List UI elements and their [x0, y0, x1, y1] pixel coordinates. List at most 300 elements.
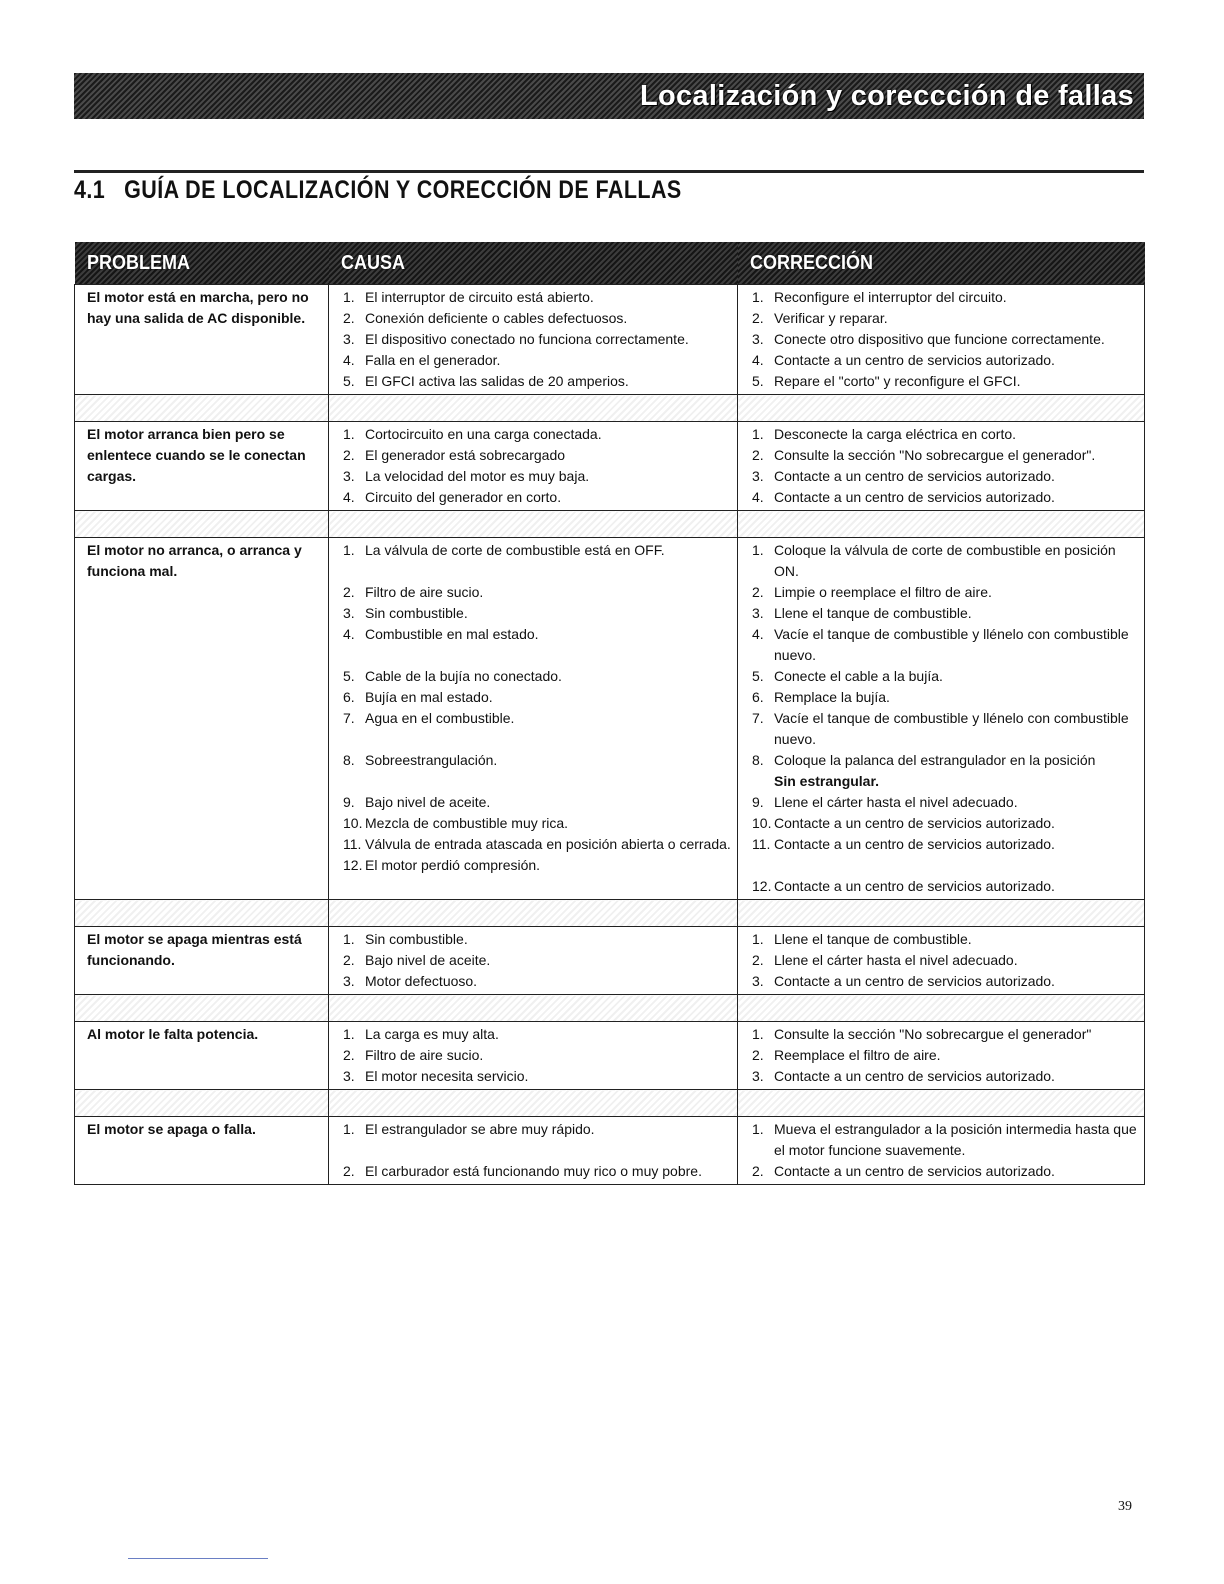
list-item — [343, 834, 733, 855]
header-cause: CAUSA — [329, 242, 738, 285]
list-item — [343, 487, 733, 508]
spacer-cell — [75, 395, 329, 422]
item-text — [774, 687, 1140, 708]
item-number: 1. — [343, 1026, 355, 1042]
list-item — [752, 350, 1140, 371]
item-text — [774, 371, 1140, 392]
spacer-cell — [738, 511, 1145, 538]
item-number: 3. — [752, 973, 764, 989]
section-rule — [74, 170, 1144, 173]
item-text — [365, 666, 733, 687]
item-text-content: Sin combustible. — [365, 605, 468, 621]
item-text-content: El GFCI activa las salidas de 20 amperios. — [365, 373, 629, 389]
list-item — [752, 540, 1140, 582]
item-text-content: Bajo nivel de aceite. — [365, 794, 491, 810]
chapter-title: Localización y coreccción de fallas — [639, 79, 1134, 112]
item-text — [365, 424, 733, 445]
table-spacer-row — [75, 395, 1145, 422]
item-text-content: El generador está sobrecargado — [365, 447, 566, 463]
item-text — [774, 540, 1140, 582]
item-number: 5. — [752, 373, 764, 389]
table-spacer-row — [75, 1090, 1145, 1117]
cause-list — [329, 927, 737, 994]
spacer-cell — [329, 395, 738, 422]
item-text-content: Limpie o reemplace el filtro de aire. — [774, 584, 992, 600]
item-number: 1. — [752, 542, 764, 558]
item-text — [774, 603, 1140, 624]
item-text — [365, 1045, 733, 1066]
item-text-content: Bujía en mal estado. — [365, 689, 493, 705]
list-item — [343, 971, 733, 992]
spacer-cell — [75, 511, 329, 538]
item-number: 12. — [343, 857, 363, 873]
list-item — [343, 687, 733, 708]
cause-list — [329, 1117, 737, 1184]
list-item — [343, 308, 733, 329]
list-item — [752, 308, 1140, 329]
list-item — [343, 424, 733, 445]
item-number: 2. — [343, 1163, 355, 1179]
item-text — [365, 287, 733, 308]
cause-list — [329, 422, 737, 510]
section-number: 4.1 — [74, 176, 106, 204]
item-text — [774, 971, 1140, 992]
list-item — [752, 708, 1140, 750]
item-text-content: Conexión deficiente o cables defectuosos. — [365, 310, 628, 326]
item-number: 4. — [343, 352, 355, 368]
item-text — [365, 487, 733, 508]
correction-list — [738, 285, 1144, 394]
item-text — [774, 666, 1140, 687]
item-text-content: Llene el tanque de combustible. — [774, 931, 972, 947]
list-item — [343, 329, 733, 350]
item-number: 8. — [752, 752, 764, 768]
item-number: 2. — [752, 1047, 764, 1063]
item-text — [774, 1045, 1140, 1066]
spacer-cell — [738, 900, 1145, 927]
list-item — [752, 466, 1140, 487]
item-text-content: Contacte a un centro de servicios autorizado. — [774, 836, 1055, 852]
item-text-content: Mezcla de combustible muy rica. — [365, 815, 569, 831]
item-text — [774, 582, 1140, 603]
item-text-content: Filtro de aire sucio. — [365, 1047, 484, 1063]
item-number: 2. — [752, 584, 764, 600]
correction-list — [738, 538, 1144, 899]
item-number: 9. — [752, 794, 764, 810]
item-number: 3. — [343, 973, 355, 989]
item-text — [774, 424, 1140, 445]
list-item — [343, 1161, 733, 1182]
list-item — [343, 750, 733, 771]
spacer-cell — [329, 511, 738, 538]
item-number: 4. — [752, 352, 764, 368]
list-item — [752, 1024, 1140, 1045]
item-number: 2. — [752, 447, 764, 463]
item-text-content: Circuito del generador en corto. — [365, 489, 562, 505]
item-text-content: Coloque la válvula de corte de combustible en posición ON. — [774, 542, 1116, 579]
list-item — [752, 424, 1140, 445]
item-number: 1. — [752, 1121, 764, 1137]
item-number: 4. — [752, 626, 764, 642]
item-number: 4. — [343, 489, 355, 505]
item-text-content: El motor perdió compresión. — [365, 857, 541, 873]
item-text — [365, 1024, 733, 1045]
item-text — [365, 624, 733, 645]
item-text-content: Válvula de entrada atascada en posición abierta o cerrada. — [365, 836, 731, 852]
spacer-cell — [75, 900, 329, 927]
item-text-content: Reconfigure el interruptor del circuito. — [774, 289, 1007, 305]
list-item — [752, 792, 1140, 813]
item-number: 2. — [343, 447, 355, 463]
item-text — [365, 813, 733, 834]
item-number: 3. — [752, 468, 764, 484]
spacer-cell — [329, 1090, 738, 1117]
item-text — [365, 708, 733, 729]
item-text — [365, 1161, 733, 1182]
list-item — [752, 929, 1140, 950]
list-item — [343, 1066, 733, 1087]
list-item — [752, 1045, 1140, 1066]
table-row — [75, 927, 1145, 995]
item-text-content: Contacte a un centro de servicios autorizado. — [774, 1068, 1055, 1084]
item-number: 4. — [343, 626, 355, 642]
item-text — [774, 329, 1140, 350]
spacer-cell — [329, 995, 738, 1022]
item-number: 1. — [343, 931, 355, 947]
list-item — [752, 813, 1140, 834]
item-text — [365, 603, 733, 624]
list-item — [752, 329, 1140, 350]
item-text-content: Sobreestrangulación. — [365, 752, 498, 768]
section-heading — [74, 176, 682, 205]
item-number: 3. — [752, 1068, 764, 1084]
item-text — [365, 834, 733, 855]
item-text-content: Falla en el generador. — [365, 352, 501, 368]
item-number: 5. — [343, 373, 355, 389]
spacer-cell — [75, 1090, 329, 1117]
item-text — [774, 792, 1140, 813]
item-text-content: El interruptor de circuito está abierto. — [365, 289, 594, 305]
item-text-content: Repare el "corto" y reconfigure el GFCI. — [774, 373, 1021, 389]
correction-cell — [738, 1022, 1145, 1090]
list-item — [343, 855, 733, 876]
list-item — [752, 971, 1140, 992]
item-text-content: Contacte a un centro de servicios autorizado. — [774, 489, 1055, 505]
item-text — [774, 813, 1140, 834]
cause-cell — [329, 1022, 738, 1090]
correction-cell — [738, 538, 1145, 900]
item-number: 3. — [343, 1068, 355, 1084]
item-text — [365, 855, 733, 876]
table-header-row — [75, 242, 1145, 285]
item-text — [365, 1066, 733, 1087]
header-problem: PROBLEMA — [75, 242, 329, 285]
problem-cell: El motor se apaga o falla. — [75, 1117, 329, 1185]
problem-cell: El motor se apaga mientras está funcionando. — [75, 927, 329, 995]
table-spacer-row — [75, 995, 1145, 1022]
item-text-content: Cortocircuito en una carga conectada. — [365, 426, 602, 442]
item-number: 2. — [752, 952, 764, 968]
item-number: 2. — [752, 1163, 764, 1179]
item-number: 2. — [343, 952, 355, 968]
item-text-content: Conecte el cable a la bujía. — [774, 668, 943, 684]
item-text — [774, 1024, 1140, 1045]
item-text — [365, 929, 733, 950]
list-item — [343, 445, 733, 466]
item-emphasis: Sin estrangular. — [774, 773, 880, 789]
list-item — [343, 603, 733, 624]
cause-cell — [329, 538, 738, 900]
item-text-content: Llene el cárter hasta el nivel adecuado. — [774, 794, 1018, 810]
item-text — [365, 582, 733, 603]
item-text-content: Llene el cárter hasta el nivel adecuado. — [774, 952, 1018, 968]
item-text — [774, 445, 1140, 466]
item-number: 9. — [343, 794, 355, 810]
item-number: 3. — [343, 331, 355, 347]
list-item — [752, 1119, 1140, 1161]
list-item — [752, 876, 1140, 897]
item-text-content: Remplace la bujía. — [774, 689, 890, 705]
item-number: 5. — [752, 668, 764, 684]
item-text — [365, 750, 733, 771]
header-correction: CORRECCIÓN — [738, 242, 1145, 285]
list-item — [752, 687, 1140, 708]
item-text-content: Reemplace el filtro de aire. — [774, 1047, 941, 1063]
item-text-content: Consulte la sección "No sobrecargue el generador" — [774, 1026, 1092, 1042]
item-text — [365, 371, 733, 392]
list-item — [752, 666, 1140, 687]
list-item — [343, 466, 733, 487]
item-number: 10. — [752, 815, 772, 831]
spacer-cell — [738, 395, 1145, 422]
item-number: 1. — [343, 289, 355, 305]
list-item — [343, 350, 733, 371]
item-text — [365, 466, 733, 487]
spacer-cell — [738, 1090, 1145, 1117]
item-number: 3. — [752, 331, 764, 347]
item-text-content: El estrangulador se abre muy rápido. — [365, 1121, 595, 1137]
item-text-content: Contacte a un centro de servicios autorizado. — [774, 468, 1055, 484]
list-item — [343, 813, 733, 834]
item-text — [774, 487, 1140, 508]
section-title: GUÍA DE LOCALIZACIÓN Y CORECCIÓN DE FALLAS — [124, 176, 682, 204]
item-text-content: Vacíe el tanque de combustible y llénelo con combustible nuevo. — [774, 710, 1129, 747]
list-item — [752, 750, 1140, 792]
table-spacer-row — [75, 900, 1145, 927]
list-item — [343, 792, 733, 813]
list-item — [343, 1045, 733, 1066]
list-item — [343, 540, 733, 561]
item-text-content: Filtro de aire sucio. — [365, 584, 484, 600]
cause-cell — [329, 285, 738, 395]
troubleshooting-table — [74, 242, 1145, 1185]
item-number: 1. — [752, 931, 764, 947]
correction-cell — [738, 285, 1145, 395]
item-text — [774, 1119, 1140, 1161]
item-text — [774, 350, 1140, 371]
item-text — [774, 308, 1140, 329]
item-text — [365, 329, 733, 350]
correction-cell — [738, 927, 1145, 995]
correction-cell — [738, 422, 1145, 511]
list-item — [343, 624, 733, 645]
table-row — [75, 538, 1145, 900]
cause-list — [329, 538, 737, 878]
item-number: 11. — [752, 836, 771, 852]
item-text-content: Llene el tanque de combustible. — [774, 605, 972, 621]
table-row — [75, 1022, 1145, 1090]
list-item — [752, 487, 1140, 508]
list-item — [752, 950, 1140, 971]
correction-list — [738, 1117, 1144, 1184]
item-number: 1. — [343, 542, 355, 558]
problem-cell: El motor arranca bien pero se enlentece cuando se le conectan cargas. — [75, 422, 329, 511]
table-row — [75, 285, 1145, 395]
item-number: 5. — [343, 668, 355, 684]
list-item — [752, 287, 1140, 308]
item-text-content: Vacíe el tanque de combustible y llénelo con combustible nuevo. — [774, 626, 1129, 663]
list-item — [343, 929, 733, 950]
item-text — [774, 750, 1140, 792]
item-text — [774, 834, 1140, 855]
item-text-content: Combustible en mal estado. — [365, 626, 539, 642]
item-text — [774, 466, 1140, 487]
item-number: 2. — [752, 310, 764, 326]
item-text-content: Verificar y reparar. — [774, 310, 888, 326]
item-text — [365, 308, 733, 329]
correction-list — [738, 1022, 1144, 1089]
item-text — [365, 792, 733, 813]
item-text — [365, 445, 733, 466]
list-item — [752, 582, 1140, 603]
item-text-content: La velocidad del motor es muy baja. — [365, 468, 590, 484]
item-text — [774, 708, 1140, 750]
item-number: 2. — [343, 1047, 355, 1063]
cause-list — [329, 1022, 737, 1089]
item-text-content: La carga es muy alta. — [365, 1026, 499, 1042]
item-text — [774, 1066, 1140, 1087]
item-number: 10. — [343, 815, 363, 831]
item-number: 12. — [752, 878, 772, 894]
item-text — [365, 687, 733, 708]
item-text-content: Contacte a un centro de servicios autorizado. — [774, 1163, 1055, 1179]
spacer-cell — [329, 900, 738, 927]
item-text-content: Sin combustible. — [365, 931, 468, 947]
chapter-banner — [74, 73, 1144, 119]
item-text — [774, 624, 1140, 666]
item-text-content: El motor necesita servicio. — [365, 1068, 529, 1084]
item-text-content: Contacte a un centro de servicios autorizado. — [774, 973, 1055, 989]
item-number: 1. — [752, 1026, 764, 1042]
list-item — [343, 371, 733, 392]
item-number: 3. — [752, 605, 764, 621]
item-text — [774, 876, 1140, 897]
item-text-content: Agua en el combustible. — [365, 710, 515, 726]
item-text — [774, 929, 1140, 950]
cause-cell — [329, 422, 738, 511]
item-text — [365, 350, 733, 371]
problem-cell: El motor no arranca, o arranca y funciona mal. — [75, 538, 329, 900]
item-text-content: Contacte a un centro de servicios autorizado. — [774, 878, 1055, 894]
problem-cell: El motor está en marcha, pero no hay una salida de AC disponible. — [75, 285, 329, 395]
item-text — [774, 287, 1140, 308]
list-item — [343, 950, 733, 971]
list-item — [752, 624, 1140, 666]
item-text-content: Desconecte la carga eléctrica en corto. — [774, 426, 1017, 442]
item-number: 7. — [752, 710, 764, 726]
list-item — [343, 708, 733, 729]
item-text — [774, 950, 1140, 971]
item-number: 11. — [343, 836, 362, 852]
item-text-content: El carburador está funcionando muy rico o muy pobre. — [365, 1163, 702, 1179]
cause-cell — [329, 927, 738, 995]
item-text-content: Consulte la sección "No sobrecargue el generador". — [774, 447, 1096, 463]
list-item — [343, 582, 733, 603]
item-number: 4. — [752, 489, 764, 505]
cause-list — [329, 285, 737, 394]
table-row — [75, 422, 1145, 511]
table-spacer-row — [75, 511, 1145, 538]
item-number: 1. — [343, 426, 355, 442]
table-body — [75, 285, 1145, 1185]
item-number: 3. — [343, 468, 355, 484]
item-text — [365, 540, 733, 561]
item-number: 3. — [343, 605, 355, 621]
item-text — [365, 950, 733, 971]
list-item — [343, 287, 733, 308]
item-text-content: Mueva el estrangulador a la posición intermedia hasta que el motor funcione suavemente. — [774, 1121, 1137, 1158]
problem-cell: Al motor le falta potencia. — [75, 1022, 329, 1090]
list-item — [752, 1066, 1140, 1087]
list-item — [752, 834, 1140, 855]
correction-list — [738, 927, 1144, 994]
spacer-cell — [75, 995, 329, 1022]
item-number: 1. — [752, 289, 764, 305]
item-number: 1. — [343, 1121, 355, 1137]
item-text-content: Cable de la bujía no conectado. — [365, 668, 562, 684]
item-text-content: Conecte otro dispositivo que funcione correctamente. — [774, 331, 1105, 347]
item-number: 2. — [343, 310, 355, 326]
item-text-content: Motor defectuoso. — [365, 973, 478, 989]
footer-rule — [128, 1558, 268, 1559]
item-number: 6. — [752, 689, 764, 705]
spacer-cell — [738, 995, 1145, 1022]
item-number: 2. — [343, 584, 355, 600]
list-item — [343, 666, 733, 687]
item-text — [365, 971, 733, 992]
item-text-content: Contacte a un centro de servicios autorizado. — [774, 815, 1055, 831]
item-text-content: Bajo nivel de aceite. — [365, 952, 491, 968]
list-item — [343, 1024, 733, 1045]
item-number: 7. — [343, 710, 355, 726]
item-text — [774, 1161, 1140, 1182]
item-text-content: Contacte a un centro de servicios autorizado. — [774, 352, 1055, 368]
item-text-content: Coloque la palanca del estrangulador en la posición — [774, 752, 1096, 768]
cause-cell — [329, 1117, 738, 1185]
item-number: 8. — [343, 752, 355, 768]
list-item — [343, 1119, 733, 1140]
item-text-content: El dispositivo conectado no funciona correctamente. — [365, 331, 689, 347]
item-text-content: La válvula de corte de combustible está en OFF. — [365, 542, 665, 558]
list-item — [752, 1161, 1140, 1182]
list-item — [752, 603, 1140, 624]
list-item — [752, 371, 1140, 392]
item-number: 1. — [752, 426, 764, 442]
correction-list — [738, 422, 1144, 510]
correction-cell — [738, 1117, 1145, 1185]
list-item — [752, 445, 1140, 466]
item-text — [365, 1119, 733, 1140]
